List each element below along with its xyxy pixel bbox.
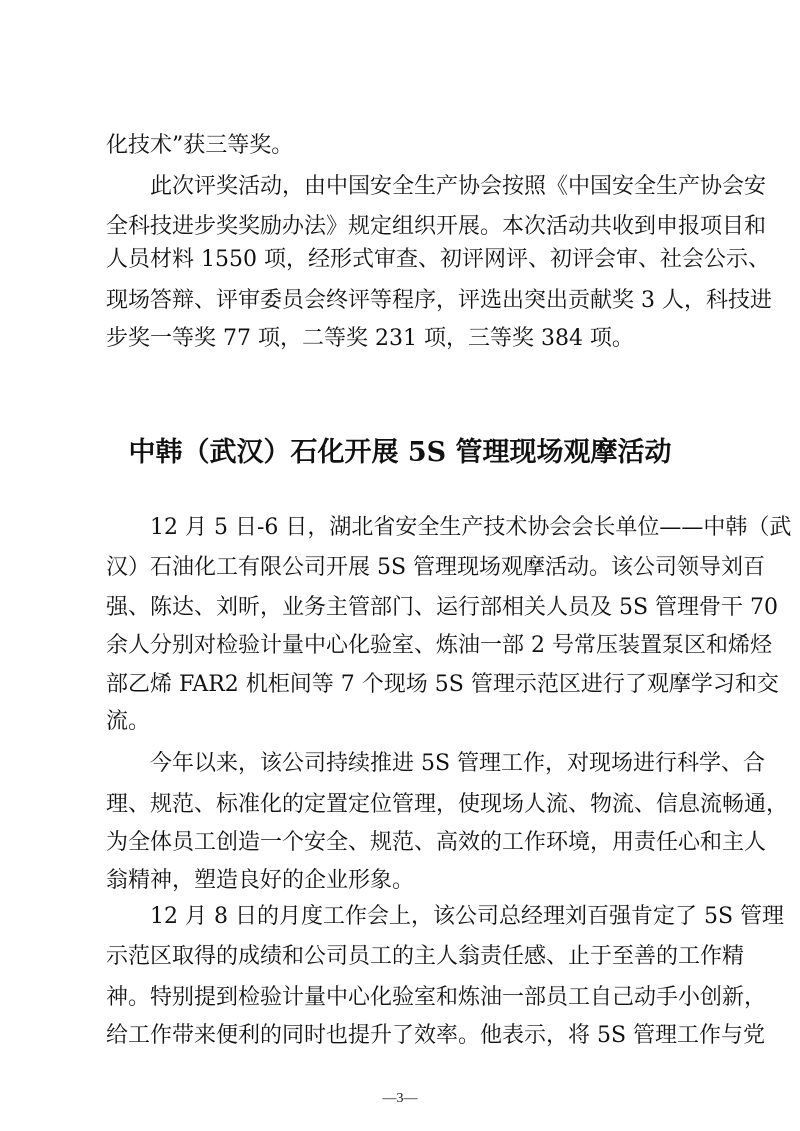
paragraph-line: 翁精神，塑造良好的企业形象。	[106, 868, 415, 893]
paragraph-line: 全科技进步奖奖励办法》规定组织开展。本次活动共收到申报项目和	[106, 214, 767, 239]
paragraph-line: 给工作带来便利的同时也提升了效率。他表示，将 5S 管理工作与党	[106, 1023, 766, 1048]
paragraph-line: 12 月 8 日的月度工作会上，该公司总经理刘百强肯定了 5S 管理	[150, 904, 785, 929]
paragraph-line: 强、陈达、刘昕，业务主管部门、运行部相关人员及 5S 管理骨干 70	[106, 595, 779, 620]
paragraph-line: 此次评奖活动，由中国安全生产协会按照《中国安全生产协会安	[150, 174, 767, 199]
paragraph-line: 流。	[106, 709, 151, 734]
paragraph-line: 12 月 5 日-6 日，湖北省安全生产技术协会会长单位——中韩（武	[150, 515, 792, 540]
page-number: —3—	[382, 1091, 418, 1106]
paragraph-line: 现场答辩、评审委员会终评等程序，评选出突出贡献奖 3 人，科技进	[106, 288, 772, 313]
paragraph-line: 部乙烯 FAR2 机柜间等 7 个现场 5S 管理示范区进行了观摩学习和交	[106, 672, 779, 697]
paragraph-line: 为全体员工创造一个安全、规范、高效的工作环境，用责任心和主人	[106, 830, 767, 855]
paragraph-line: 人员材料 1550 项，经形式审查、初评网评、初评会审、社会公示、	[106, 247, 770, 272]
paragraph-line: 化技术”获三等奖。	[106, 133, 294, 158]
paragraph-line: 神。特别提到检验计量中心化验室和炼油一部员工自己动手小创新，	[106, 985, 767, 1010]
paragraph-line: 今年以来，该公司持续推进 5S 管理工作，对现场进行科学、合	[150, 751, 766, 776]
paragraph-line: 余人分别对检验计量中心化验室、炼油一部 2 号常压装置泵区和烯烃	[106, 633, 772, 658]
paragraph-line: 理、规范、标准化的定置定位管理，使现场人流、物流、信息流畅通，	[106, 792, 789, 817]
paragraph-line: 汉）石油化工有限公司开展 5S 管理现场观摩活动。该公司领导刘百	[106, 555, 766, 580]
section-heading: 中韩（武汉）石化开展 5S 管理现场观摩活动	[128, 437, 672, 468]
paragraph-line: 示范区取得的成绩和公司员工的主人翁责任感、止于至善的工作精	[106, 944, 745, 969]
paragraph-line: 步奖一等奖 77 项，二等奖 231 项，三等奖 384 项。	[106, 326, 634, 351]
